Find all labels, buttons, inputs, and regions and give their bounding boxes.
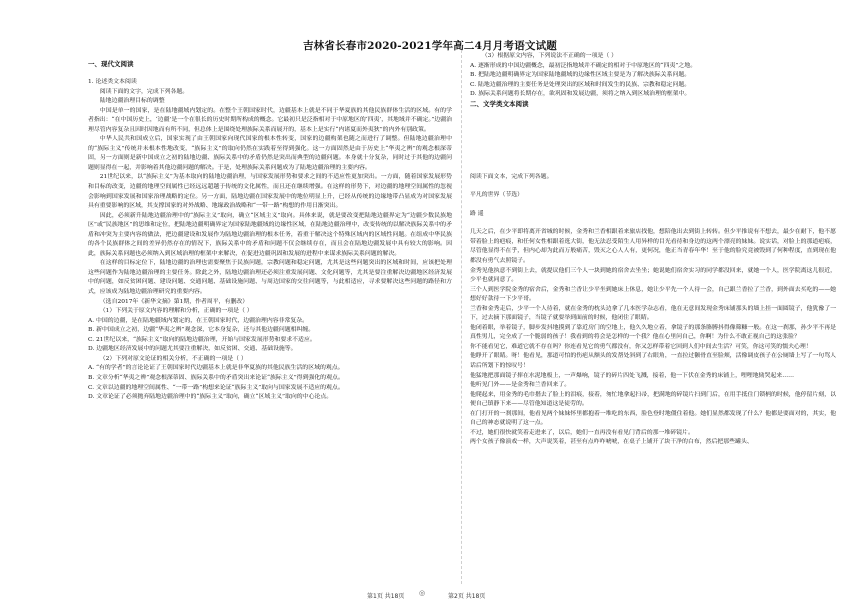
answer-option: D. 文章论证了必须抛弃陆地边疆治理中的“族际主义”取向，确立“区域主义”取向的中心论点。 [88, 394, 333, 401]
answer-option: B. 新中国成立之初，边疆“华夷之辨”观念深，它本身复杂，还与其他边疆问题相纠缠。 [88, 327, 315, 334]
story-paragraph: 几天之后，在少平即将离开省城的时候，金秀和兰香相跟着来旅店找他，想陪他出去到街上转转。但少平推说有不想去，最少在耐下，他不愿带着脸上的疤痕，和任何女性相跟着逛大街，他无法忍受陌生人用异样的目光看待和身边的这两个漂亮的妹妹。说实话，对脸上的那道疤痕，尽管他显得不在乎，但内心却为此而万般痛苦，毁灭之心人人有，更何况，他正当青春年华！至于他的脸究竟被毁到了何种程度，直到现在他都没有勇气去照镜子。 [470, 229, 836, 265]
article-title: 陆地边疆治理目标的调整 [99, 98, 165, 105]
answer-option: B. 把陆地边疆明确界定为国家陆地疆域的边缘性区域主要是为了解决族际关系问题。 [470, 72, 691, 79]
answer-option: D. 边疆地区经济发展中的问题尤其要注重解决，如反贫困、交通、基础设施等。 [88, 346, 297, 353]
column-divider [461, 40, 462, 584]
story-paragraph: 他猛地把那面镜子摔在水泥地板上，一声爆响，镜子的碎片四处飞溅，接着，他一下伏在金秀的床铺上，哩哩地恸哭起来…… [470, 372, 794, 379]
right-column [470, 52, 836, 585]
answer-option: C. 陆地边疆治理的主要任务是处理突出的区域和时间发生的民族、宗教和稳定问题。 [470, 81, 691, 88]
answer-option: A. 逐渐形成的中国边疆概念，最初泛指地域并不确定的相对于中原地区的“四夷”之地。 [470, 62, 697, 69]
footer-left-page-number: 第1页 共18页 [367, 593, 405, 600]
footer-right-page-number: 第2页 共18页 [448, 593, 486, 600]
question-1-instruction: 阅读下面的文字，完成下列各题。 [99, 88, 189, 95]
story-paragraph: 他睁开了眼睛。呀！他看见，那道可怕的伤疤从额头的发帮处斜到了右眼角，一直拉过颧骨直至脸颊，活像调皮孩子在公厕墙上写了一句骂人话后所划下的惊叹号！ [470, 353, 836, 370]
story-paragraph: 他闭着眼，举着镜子，脚步发抖地摸到了靠近房门的空地上，他久久地立着，拿镜子的那条胳膊抖得像筛糠一般。在这一刹那，孙少平不再是真性男儿，完全成了一个脆弱的孩子！我看到的将会是怎样的一个我？他在心里问自己，你啊！为什么不敢正视自己的这张脸？ [470, 324, 836, 341]
question-stem: （2）下列对原文论证的相关分析，不正确的一项是（ ） [99, 355, 247, 362]
left-column [88, 60, 452, 585]
article-source: （选自2017年《新华文摘》第1期，作者周平，有删改） [99, 298, 249, 305]
question-2-instruction: 阅读下面文本，完成下列各题。 [470, 173, 553, 180]
story-paragraph: 在门打开的一刹那间，他看见两个妹妹怀里都抱着一堆吃的东西，脸色登时地僵住着他。她们显然都发现了什么？他都是要面对的，其实，他自己的神态就说明了这一点。 [470, 410, 836, 427]
article-paragraph: 21世纪以来，以“族际主义”为基本取向的陆地边疆治理，与国家发展形势和要求之间的不适应性更加突出。一方面，随着国家发展形势和目标的改变，边疆的地理空间属性已经远远超越于传统的文化属性，而且还在继续增强。在这样的形势下，对边疆的地理空间属性的忽视会影响到国家发展和国家治理战略的定位。另一方面，陆地边疆在国家发展中的地位明显上升，已经从传统的边缘地带凸显成为对国家发展具有重要影响的区域，其支撑国家的对外战略、地缘政治战略和“一带一路”构想的作用日渐突出。 [88, 174, 452, 210]
page-separator-icon: ◎ [419, 589, 426, 597]
article-paragraph: 中国是单一的国家，是在陆地疆域内划定的。在整个王朝国家时代，边疆基本上就是不同于华夏族的其他民族群体生活的区域。有的学者指出：“在中国历史上，‘边疆’是一个在很长的历史时期所构成的概念。它最初只是泛指相对于中原地区的‘四夷’，其地域并不确定。”边疆治理尽管内容复杂且因时因地而有所不同，但总体上是围绕处理族际关系而展开的，基本上是实行“内诸夏而外夷狄”的内外有别政策。 [88, 107, 452, 133]
story-paragraph: 你不能看见它，难道它就不存在吗？你连看见它的勇气都没有，你又怎样带着它回到人们中间去生活？可笑，你这可笑的懦夫心理！ [470, 343, 812, 350]
article-paragraph: 在这样的目标定位下，陆地边疆的治理也需要聚焦于民族问题，宗教问题和稳定问题，尤其是这些问题突出的区域和时间，应该把处理这些问题作为陆地边疆治理的主要任务。除此之外，陆地边疆治理还必须注重发展问题、文化问题等，尤其是要注重解决边疆地区经济发展中的问题，如反贫困问题、建设问题、交通问题、基础设施问题、与周边国家的交往问题等，与此相适应，寻求要解决这些问题的路径和方式，应该成为陆地边疆治理研究的重要内容。 [88, 260, 452, 296]
story-paragraph: 他爬起来，用金秀的毛巾揩去了脸上的泪痕，接着，匆忙地拿起扫帚，把满地的碎镜片扫到门后，在用手抵住门锁柄的时候，他停留片刻，以便自己镇静下来——尽管他知道这是徒劳的。 [470, 391, 836, 408]
story-paragraph: 他听见门外——是金秀和兰香回来了。 [470, 382, 571, 389]
answer-option: A. 中国的边疆，是在陆地疆域内划定的，在王朝国家时代，边疆治理内容非常复杂。 [88, 317, 309, 324]
answer-option: C. 21世纪以来，“族际主义”取向的陆地边疆治理，开始与国家发展形势和要求不适应。 [88, 336, 316, 343]
answer-option: C. 文章以边疆的地理空间属性、“一带一路”构想来论证“族际主义”取向与国家发展不适应的观点。 [88, 384, 344, 391]
question-stem: （1）下列关于原文内容的理解和分析，正确的一项是（ ） [99, 308, 253, 315]
page-title: 吉林省长春市2020-2021学年高二4月月考语文试题 [302, 40, 557, 52]
story-author: 路 遥 [470, 210, 484, 217]
story-paragraph: 金秀见他执意不到街上去，就提议他们三个人一块到她的宿舍去坐坐；她说她们宿舍实习的同学都没回来，就她一个人，医学院离这儿很近，少平也就同意了。 [470, 267, 836, 284]
story-paragraph: 三个人到医学院金秀的宿舍后，金秀和兰香让少平坐到她床上休息，她让少平先一个人待一会，自己跟兰香拉了兰香，到外面去买吃的——她想好好款待一下少平哥。 [470, 286, 836, 303]
answer-space [470, 109, 836, 173]
story-title: 平凡的世界（节选） [470, 192, 524, 199]
question-stem: （3）根据原文内容，下列说法不正确的一项是（ ） [481, 53, 618, 59]
article-paragraph: 因此，必须新升陆地边疆治理中的“族际主义”取向，确立“区域主义”取向。具体来说，就是要改变把陆地边疆界定为“边疆少数民族地区”或“民族地区”的思维和定位，把陆地边疆明确界定为国家陆地疆域的边缘性区域，在陆地边疆治理中，改变传统的以解决族际关系中的矛盾和冲突为主要内容的做法，把边疆建设和发展作为陆地边疆治理的根本任务，着重于解决这个特殊区域内的区域性问题。在组成中华民族的各个民族群体之间的差异仍然存在的情况下，族际关系中的矛盾和问题不仅会继续存在，而且会在陆地边疆发展中具有较大的影响。因此，族际关系问题也必须纳入到区域治理的框架中来解决，在促进边疆巩固和发展的进程中来谋求族际关系问题的解决。 [88, 212, 452, 257]
story-paragraph: 不过，她们很快就笑着走进来了，以后，她们一直再没有看见门背后的那一堆碎镜片。 [470, 429, 694, 436]
question-1-intro: 1. 论述类文本阅读 [88, 79, 137, 85]
story-paragraph: 两个女孩子像演戏一样，大声说笑着，甚至有点咋咋唬唬，在桌子上铺开了块干净的白布，然后把那些罐头、 [470, 439, 753, 446]
answer-option: D. 族际关系问题将长期存在，欲巩固和发展边疆，须将之纳入到区域治理的框架中。 [470, 91, 691, 98]
article-paragraph: 中华人民共和国成立后，国家实现了由王朝国家向现代国家的根本性转变，国家的边疆构架也随之而进行了调整。但陆地边疆治理中的“族际主义”传统并未根本性地改变，“族际主义”的取向仍然在实践着至得到强化。这一方面固然是由于历史上“华夷之辨”的观念根深蒂固，另一方面则是新中国成立之初的陆地边疆、族际关系中的矛盾仍然是突出而典型的边疆问题。本身就十分复杂，同时过于其他的边疆问题则显得在一起，并影响着其他边疆问题的解决。于是，处理族际关系问题成为了陆地边疆治理的主要内容。 [88, 136, 452, 171]
section-heading-modern-reading: 一、现代文阅读 [88, 60, 134, 68]
answer-option: B. 文章分析“华夷之辨”观念根深蒂固、族际关系中的矛盾突出来论证“族际主义”得到强化的观点。 [88, 374, 344, 381]
story-paragraph: 兰香和金秀走后，少平一个人待着，就在金秀的枕头边拿了几本医学杂志看，他在无意间发现金秀床铺那头的墙上挂一面圆镜子，他犹豫了一下，过去摘下那面镜子，当镜子就要举到面前的时候，他闭住了眼睛。 [470, 305, 836, 322]
section-heading-literary-reading: 二、文学类文本阅读 [470, 99, 529, 108]
answer-option: A. “有的学者”的言论论证了王朝国家时代边疆基本上就是非华夏族的其他民族生活的区域的观点。 [88, 365, 344, 372]
